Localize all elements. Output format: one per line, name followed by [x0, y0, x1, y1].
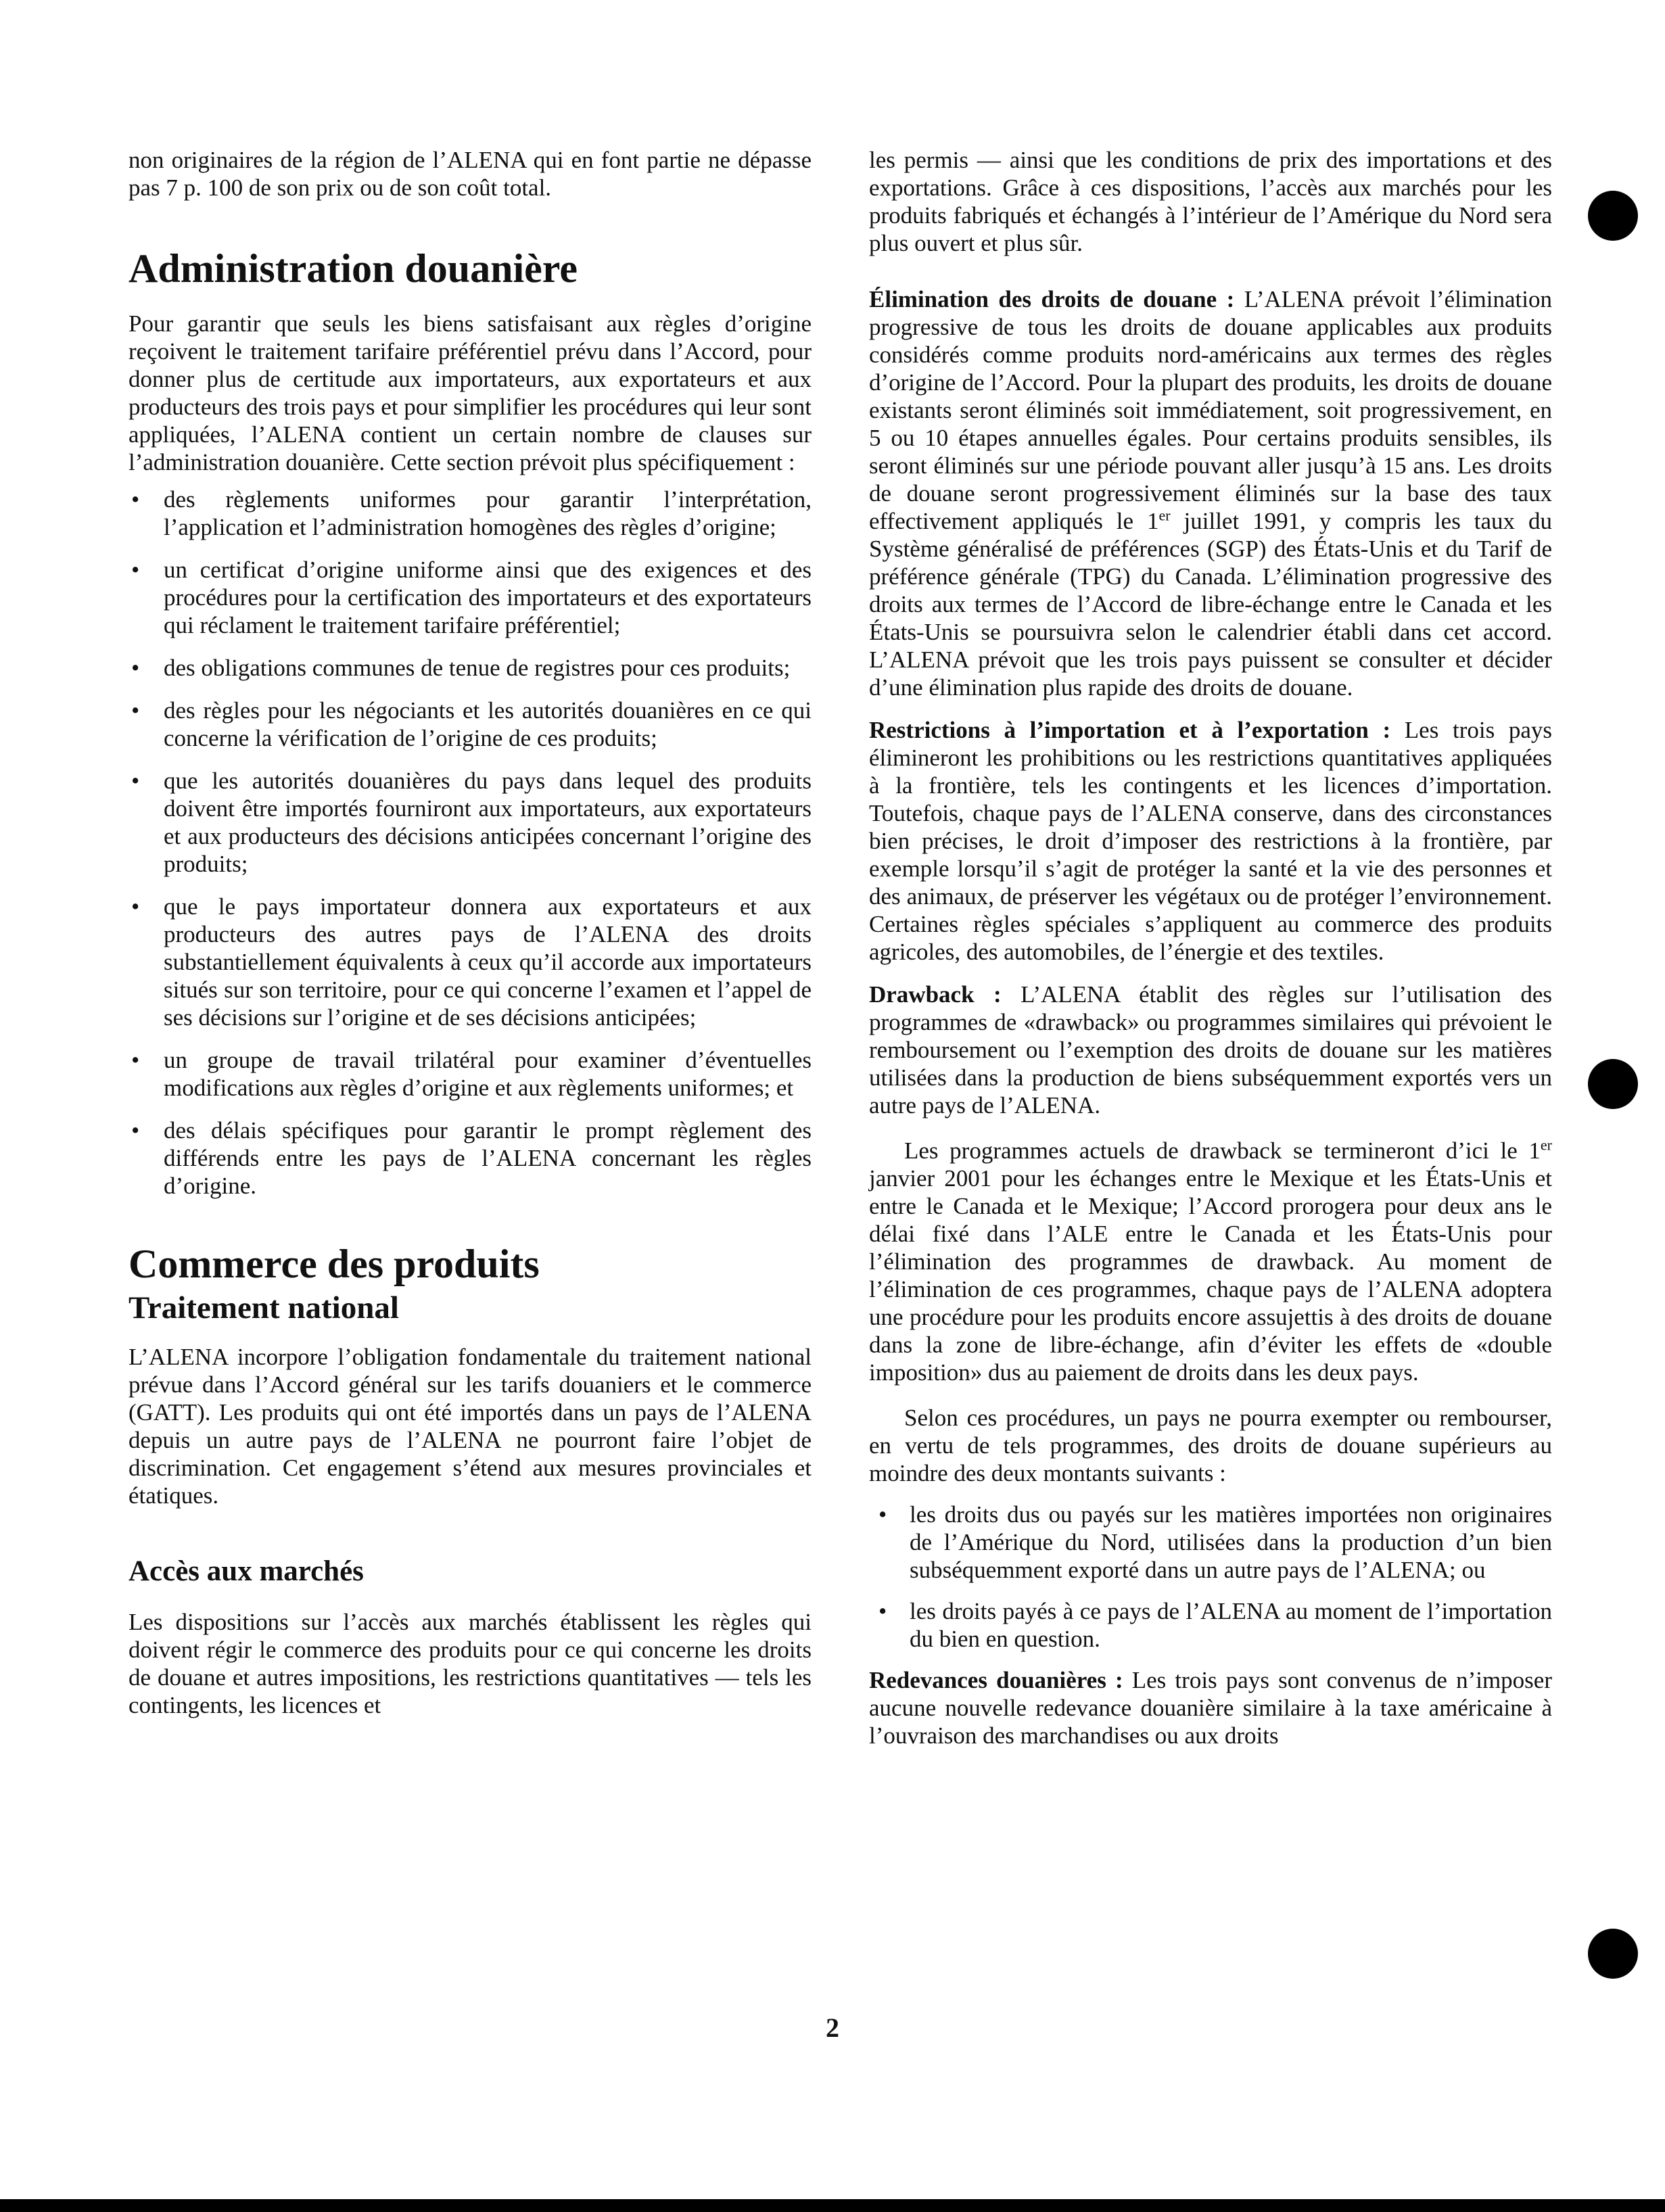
punch-hole-bottom — [1588, 1929, 1638, 1979]
bullet-icon: • — [131, 768, 140, 794]
drawback-paragraph — [869, 981, 1552, 1119]
list-item — [128, 486, 812, 541]
drawback-programs-paragraph — [869, 1137, 1552, 1386]
subsection-title-market: Accès aux marchés — [128, 1555, 364, 1587]
right-column — [869, 146, 1552, 1749]
punch-hole-middle — [1588, 1059, 1638, 1109]
list-item — [128, 697, 812, 752]
list-item — [128, 893, 812, 1031]
restrictions-text: Les trois pays élimineront les prohibitions ou les restrictions quantitatives appliquées à la frontière, tels les contingents et les licences d’importation. Toutefois, chaque pays de l’ALENA conserve, dans des circonstances bien précises, le droit d’imposer des restrictions à la frontière, par exemple lorsqu’il s’agit de protéger la santé et la vie des personnes et des animaux, de préserver les végétaux ou de protéger l’environnement. Certaines règles spéciales s’appliquent au commerce des produits agricoles, des automobiles, de l’énergie et des textiles. — [869, 717, 1552, 965]
tariff-paragraph — [869, 285, 1552, 701]
list-item — [869, 1501, 1552, 1584]
section-title-customs: Administration douanière — [128, 246, 578, 291]
customs-bullet-list — [128, 486, 812, 1200]
intro-paragraph: non originaires de la région de l’ALENA qui en font partie ne dépasse pas 7 p. 100 de son prix ou de son coût total. — [128, 147, 812, 201]
subsection-title-national: Traitement national — [128, 1290, 399, 1325]
list-item-text: les droits dus ou payés sur les matières importées non originaires de l’Amérique du Nord, utilisées dans la production d’un bien subséquemment exporté dans un autre pays de l’ALENA; ou — [910, 1501, 1552, 1583]
restrictions-lead: Restrictions à l’importation et à l’exportation : — [869, 717, 1391, 743]
bullet-icon: • — [131, 697, 140, 724]
list-item-text: des délais spécifiques pour garantir le prompt règlement des différends entre les pays de l’ALENA concernant les règles d’origine. — [164, 1117, 812, 1199]
fees-paragraph — [869, 1666, 1552, 1749]
list-item — [869, 1597, 1552, 1653]
left-column — [128, 146, 812, 1719]
ordinal-sup: er — [1540, 1136, 1552, 1154]
list-item-text: un certificat d’origine uniforme ainsi que des exigences et des procédures pour la certification des importateurs et des exportateurs qui réclament le traitement tarifaire préférentiel; — [164, 557, 812, 638]
section-title-goods: Commerce des produits — [128, 1242, 540, 1286]
ordinal-sup: er — [1158, 507, 1171, 524]
drawback-text: L’ALENA établit des règles sur l’utilisation des programmes de «drawback» ou programmes similaires qui prévoient le remboursement ou l’exemption des droits de douane sur les matières utilisées dans la production de biens subséquemment exportés vers un autre pays de l’ALENA. — [869, 981, 1552, 1119]
bullet-icon: • — [131, 1047, 140, 1073]
list-item-text: que le pays importateur donnera aux exportateurs et aux producteurs des autres pays de l’ALENA des droits substantiellement équivalents à ceux qu’il accorde aux importateurs situés sur son territoire, pour ce qui concerne l’examen et l’appel de ses décisions sur l’origine et de ses décisions anticipées; — [164, 893, 812, 1031]
punch-hole-top — [1588, 191, 1638, 241]
list-item — [128, 767, 812, 878]
list-item — [128, 1116, 812, 1200]
list-item — [128, 556, 812, 639]
market-paragraph: Les dispositions sur l’accès aux marchés établissent les règles qui doivent régir le commerce des produits pour ce qui concerne les droits de douane et autres impositions, les restrictions quantitatives — tels les contingents, les licences et — [128, 1609, 812, 1718]
list-item-text: des règles pour les négociants et les autorités douanières en ce qui concerne la vérification de l’origine de ces produits; — [164, 697, 812, 751]
list-item-text: les droits payés à ce pays de l’ALENA au moment de l’importation du bien en question. — [910, 1598, 1552, 1652]
fees-text: Les trois pays sont convenus de n’imposer aucune nouvelle redevance douanière similaire à la taxe américaine à l’ouvraison des marchandises ou aux droits — [869, 1667, 1552, 1749]
list-item-text: des règlements uniformes pour garantir l’interprétation, l’application et l’administration homogènes des règles d’origine; — [164, 486, 812, 540]
list-item — [128, 654, 812, 682]
tariff-text-b: juillet 1991, y compris les taux du Système généralisé de préférences (SGP) des États-Unis et du Tarif de préférence générale (TPG) du Canada. L’élimination progressive des droits aux termes de l’Accord de libre-échange entre le Canada et les États-Unis se poursuivra selon le calendrier établi dans cet accord. L’ALENA prévoit que les trois pays puissent se consulter et décider d’une élimination plus rapide des droits de douane. — [869, 508, 1552, 701]
bullet-icon: • — [131, 655, 140, 681]
bullet-icon: • — [878, 1501, 887, 1528]
bullet-icon: • — [131, 893, 140, 920]
drawback-procedures-paragraph: Selon ces procédures, un pays ne pourra exempter ou rembourser, en vertu de tels programmes, des droits de douane supérieurs au moindre des deux montants suivants : — [869, 1405, 1552, 1486]
bullet-icon: • — [131, 1117, 140, 1144]
list-item-text: un groupe de travail trilatéral pour examiner d’éventuelles modifications aux règles d’origine et aux règlements uniformes; et — [164, 1047, 812, 1101]
drawback-p2-text-b: janvier 2001 pour les échanges entre le Mexique et les États-Unis et entre le Canada et le Mexique; l’Accord prorogera pour deux ans le délai fixé dans l’ALE entre le Canada et les États-Unis pour l’élimination des programmes de drawback. Au moment de l’élimination de ces programmes, chaque pays de l’ALENA adoptera une procédure pour les produits encore assujettis à des droits de douane dans la zone de libre-échange, afin d’éviter les effets de «double imposition» dus au paiement de droits dans les deux pays. — [869, 1165, 1552, 1386]
tariff-lead: Élimination des droits de douane : — [869, 286, 1235, 312]
continuation-paragraph: les permis — ainsi que les conditions de prix des importations et des exportations. Grâce à ces dispositions, l’accès aux marchés pour les produits fabriqués et échangés à l’intérieur de l’Amérique du Nord sera plus ouvert et plus sûr. — [869, 147, 1552, 256]
list-item — [128, 1046, 812, 1102]
bullet-icon: • — [131, 557, 140, 583]
list-item-text: des obligations communes de tenue de registres pour ces produits; — [164, 655, 791, 681]
restrictions-paragraph — [869, 716, 1552, 966]
tariff-text-a: L’ALENA prévoit l’élimination progressive de tous les droits de douane applicables aux produits considérés comme produits nord-américains aux termes des règles d’origine de l’Accord. Pour la plupart des produits, les droits de douane existants seront éliminés soit immédiatement, soit progressivement, en 5 ou 10 étapes annuelles égales. Pour certains produits sensibles, ils seront éliminés sur une période pouvant aller jusqu’à 15 ans. Les droits de douane seront progressivement éliminés sur la base des taux effectivement appliqués le 1 — [869, 286, 1552, 534]
fees-lead: Redevances douanières : — [869, 1667, 1123, 1693]
drawback-lead: Drawback : — [869, 981, 1002, 1008]
drawback-p2-text-a: Les programmes actuels de drawback se termineront d’ici le 1 — [904, 1137, 1541, 1164]
page-number: 2 — [826, 2013, 839, 2043]
national-paragraph: L’ALENA incorpore l’obligation fondamentale du traitement national prévue dans l’Accord général sur les tarifs douaniers et le commerce (GATT). Les produits qui ont été importés dans un pays de l’ALENA depuis un autre pays de l’ALENA ne pourront faire l’objet de discrimination. Cet engagement s’étend aux mesures provinciales et étatiques. — [128, 1344, 812, 1509]
bullet-icon: • — [878, 1598, 887, 1624]
customs-paragraph: Pour garantir que seuls les biens satisfaisant aux règles d’origine reçoivent le traitement tarifaire préférentiel prévu dans l’Accord, pour donner plus de certitude aux importateurs, aux exportateurs et aux producteurs des trois pays et pour simplifier les procédures qui leur sont appliquées, l’ALENA contient un certain nombre de clauses sur l’administration douanière. Cette section prévoit plus spécifiquement : — [128, 310, 812, 475]
list-item-text: que les autorités douanières du pays dans lequel des produits doivent être importés fourniront aux importateurs, aux exportateurs et aux producteurs des décisions anticipées concernant l’origine des produits; — [164, 768, 812, 877]
scan-border — [0, 2199, 1665, 2212]
drawback-bullet-list — [869, 1501, 1552, 1653]
bullet-icon: • — [131, 486, 140, 513]
